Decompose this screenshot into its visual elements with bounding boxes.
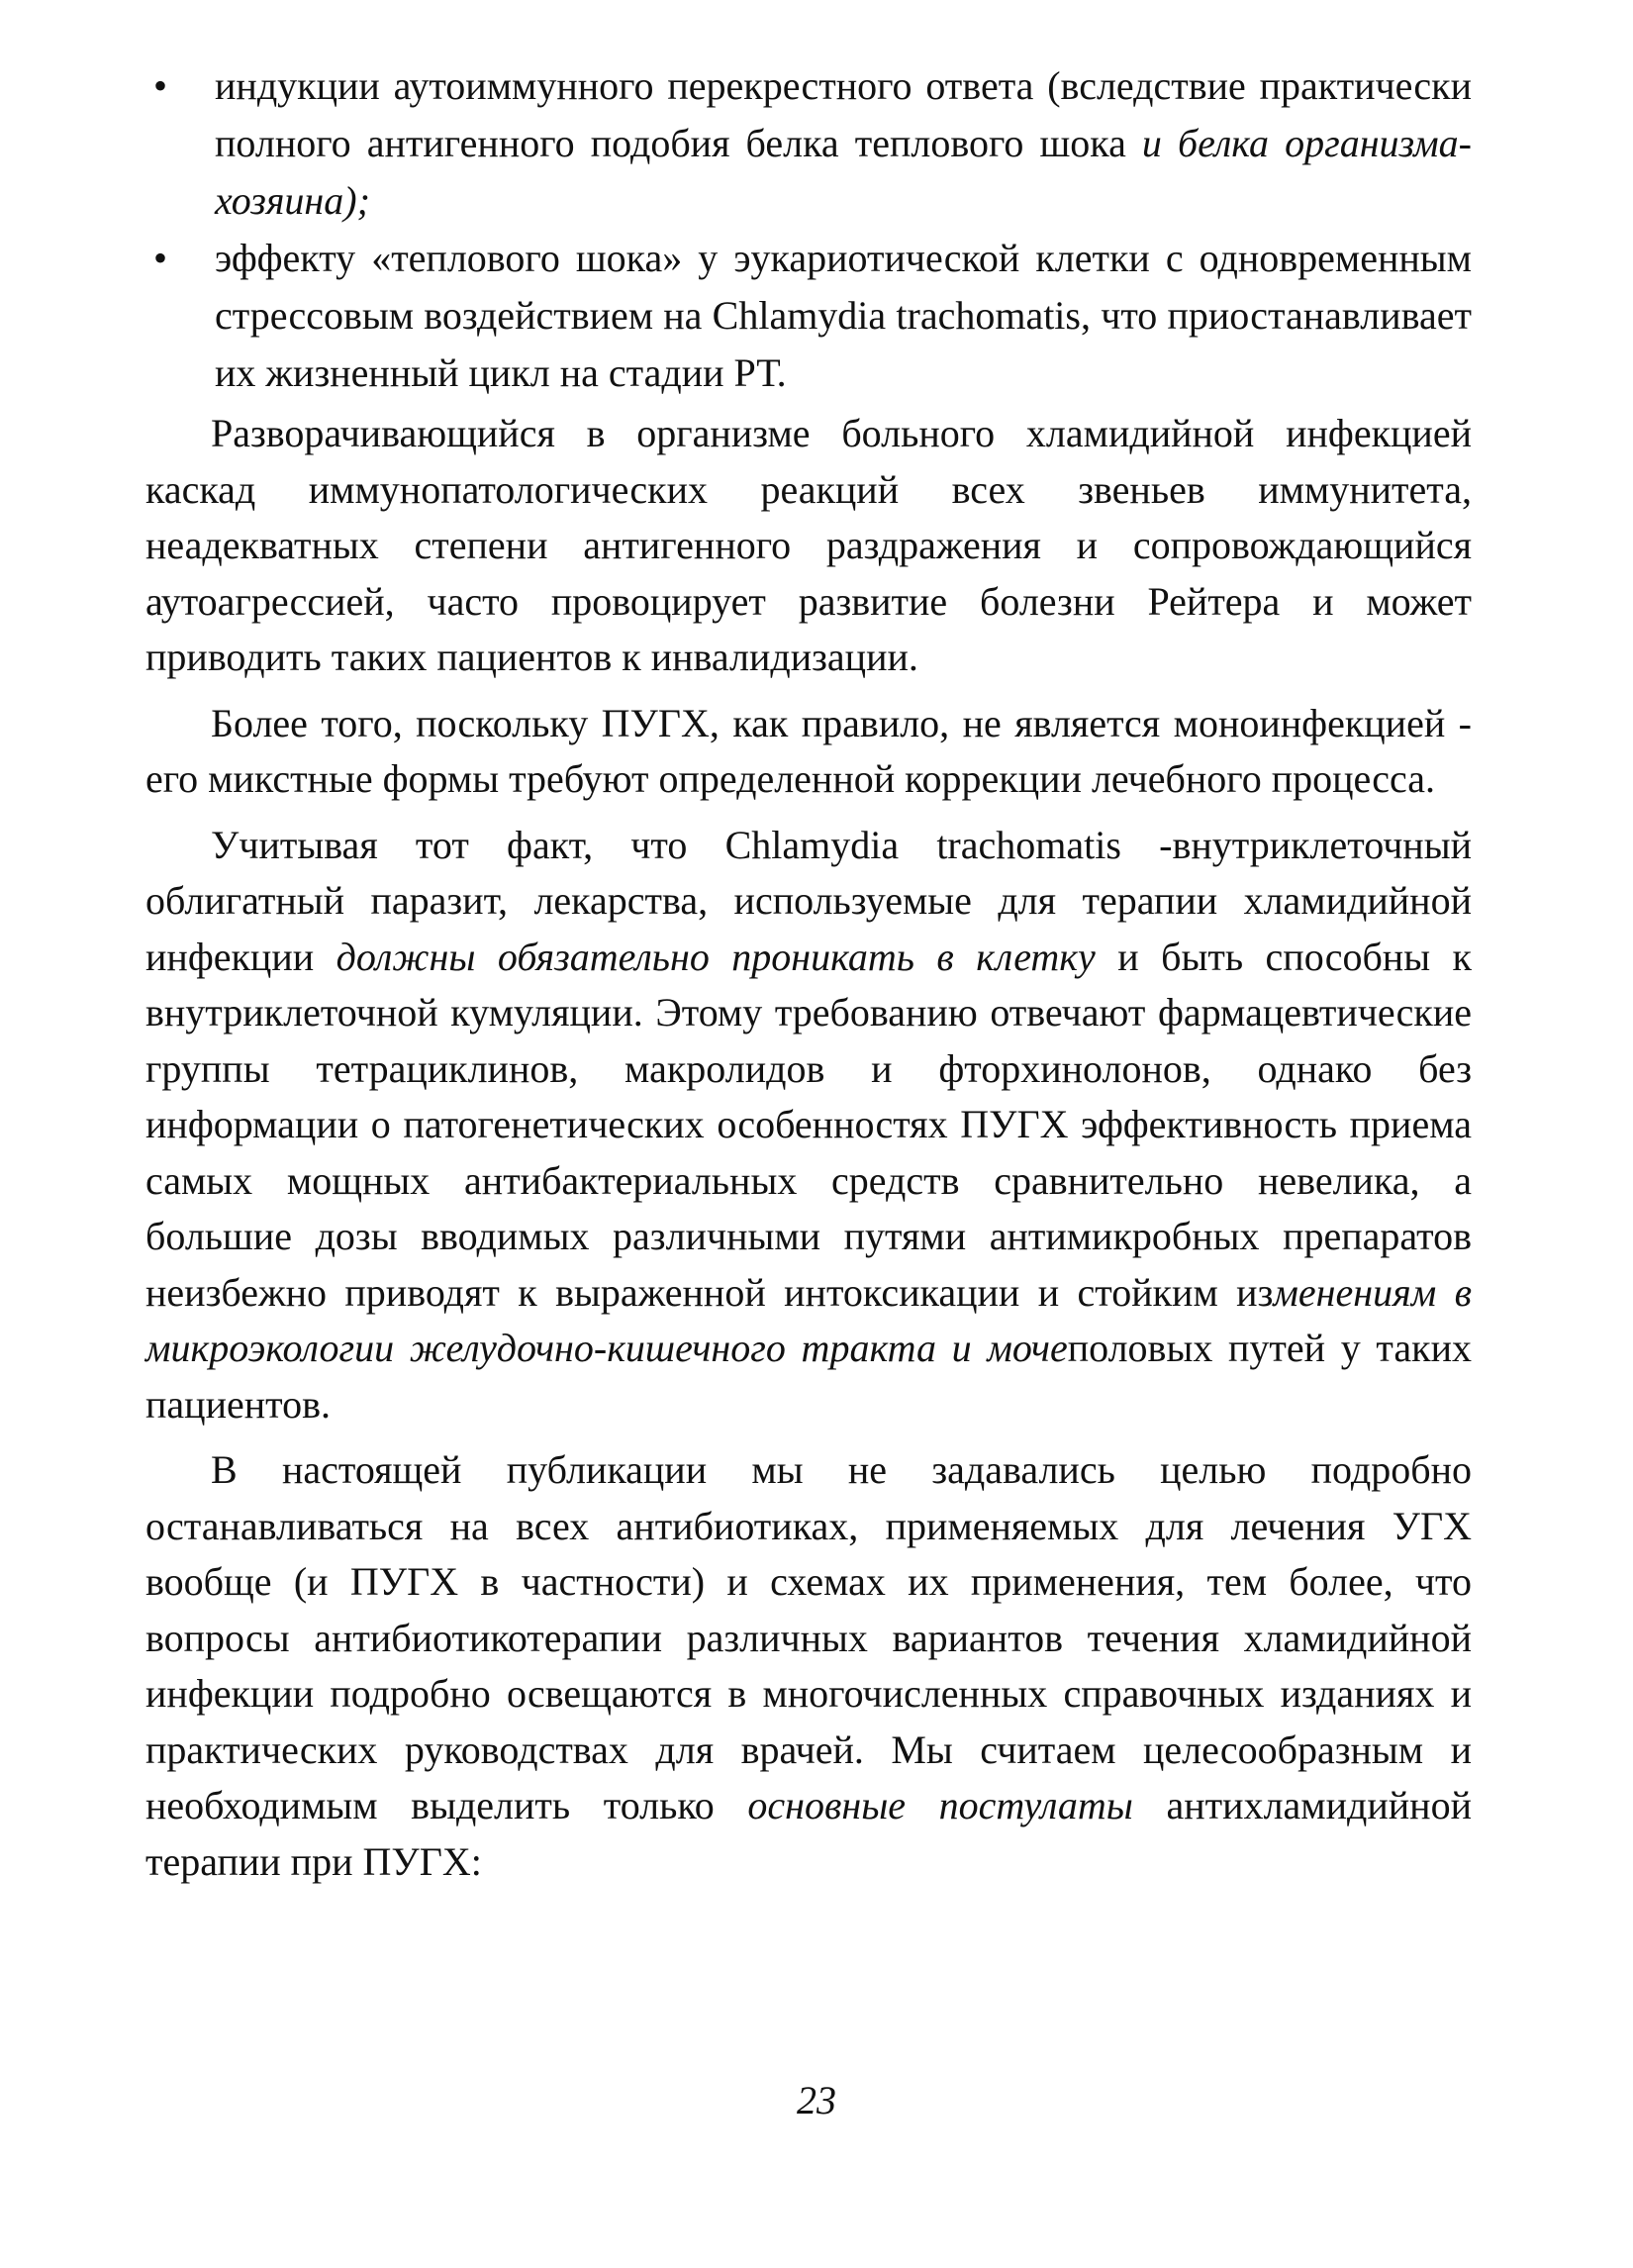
paragraph-text: Учитывая тот факт, что Chlamydia trachomatis -внутриклеточный облигатный паразит, лекарства, используемые для терапии хламидийной инфекции [145, 822, 1472, 979]
paragraph-emphasis: должны обязательно проникать в клетку [336, 934, 1096, 979]
paragraph-emphasis: основные постулаты [747, 1783, 1133, 1827]
bullet-marker: • [153, 236, 168, 280]
paragraph-text: половых путей у таких пациентов. [145, 1326, 1472, 1427]
bullet-marker: • [153, 63, 168, 108]
bullet-text: индукции аутоиммунного перекрестного ответа (вследствие практически полного антигенного подобия белка теплового шока [215, 63, 1472, 165]
bullet-text-italic: и белка организма-хозяина); [215, 121, 1472, 223]
bullet-text: эффекту «теплового шока» у эукариотической клетки с одновременным стрессовым воздействием на Chlamydia trachomatis, что приостанавливает их жизненный цикл на стадии РТ. [215, 236, 1472, 395]
paragraph-intracellular-drugs [145, 818, 1472, 1433]
paragraph-text: Разворачивающийся в организме больного хламидийной инфекцией каскад иммунопатологических реакций всех звеньев иммунитета, неадекватных степени антигенного раздражения и сопровождающийся аутоагрессией, часто провоцирует развитие болезни Рейтера и может приводить таких пациентов к инвалидизации. [145, 411, 1472, 679]
page-number: 23 [797, 2078, 836, 2122]
bullet-item-heat-shock [145, 230, 1472, 402]
paragraph-text: Более того, поскольку ПУГХ, как правило, не является моноинфекцией - его микстные формы требуют определенной коррекции лечебного процесса. [145, 700, 1472, 801]
paragraph-text: В настоящей публикации мы не задавались целью подробно останавливаться на всех антибиотиках, применяемых для лечения УГХ вообще (и ПУГХ в частности) и схемах их применения, тем более, что вопросы антибиотикотерапии различных вариантов течения хламидийной инфекции подробно освещаются в многочисленных справочных изданиях и практических руководствах для врачей. Мы считаем целесообразным и необходимым выделить только [145, 1447, 1472, 1827]
page-body [145, 57, 1472, 1890]
bullet-item-autoimmune [145, 57, 1472, 230]
paragraph-emphasis: менениям в микроэкологии желудочно-кишечного тракта и моче [145, 1269, 1472, 1370]
paragraph-publication-scope [145, 1442, 1472, 1890]
paragraph-text: антихламидийной терапии при ПУГХ: [145, 1783, 1472, 1884]
bullet-list [145, 57, 1472, 402]
paragraph-immunopathology [145, 406, 1472, 686]
paragraph-text: и быть способны к внутриклеточной кумуляции. Этому требованию отвечают фармацевтические группы тетрациклинов, макролидов и фторхинолонов, однако без информации о патогенетических особенностях ПУГХ эффективность приема самых мощных антибактериальных средств сравнительно невелика, а большие дозы вводимых различными путями антимикробных препаратов неизбежно приводят к выраженной интоксикации и стойким из [145, 934, 1472, 1315]
paragraph-mixed-infection [145, 696, 1472, 808]
